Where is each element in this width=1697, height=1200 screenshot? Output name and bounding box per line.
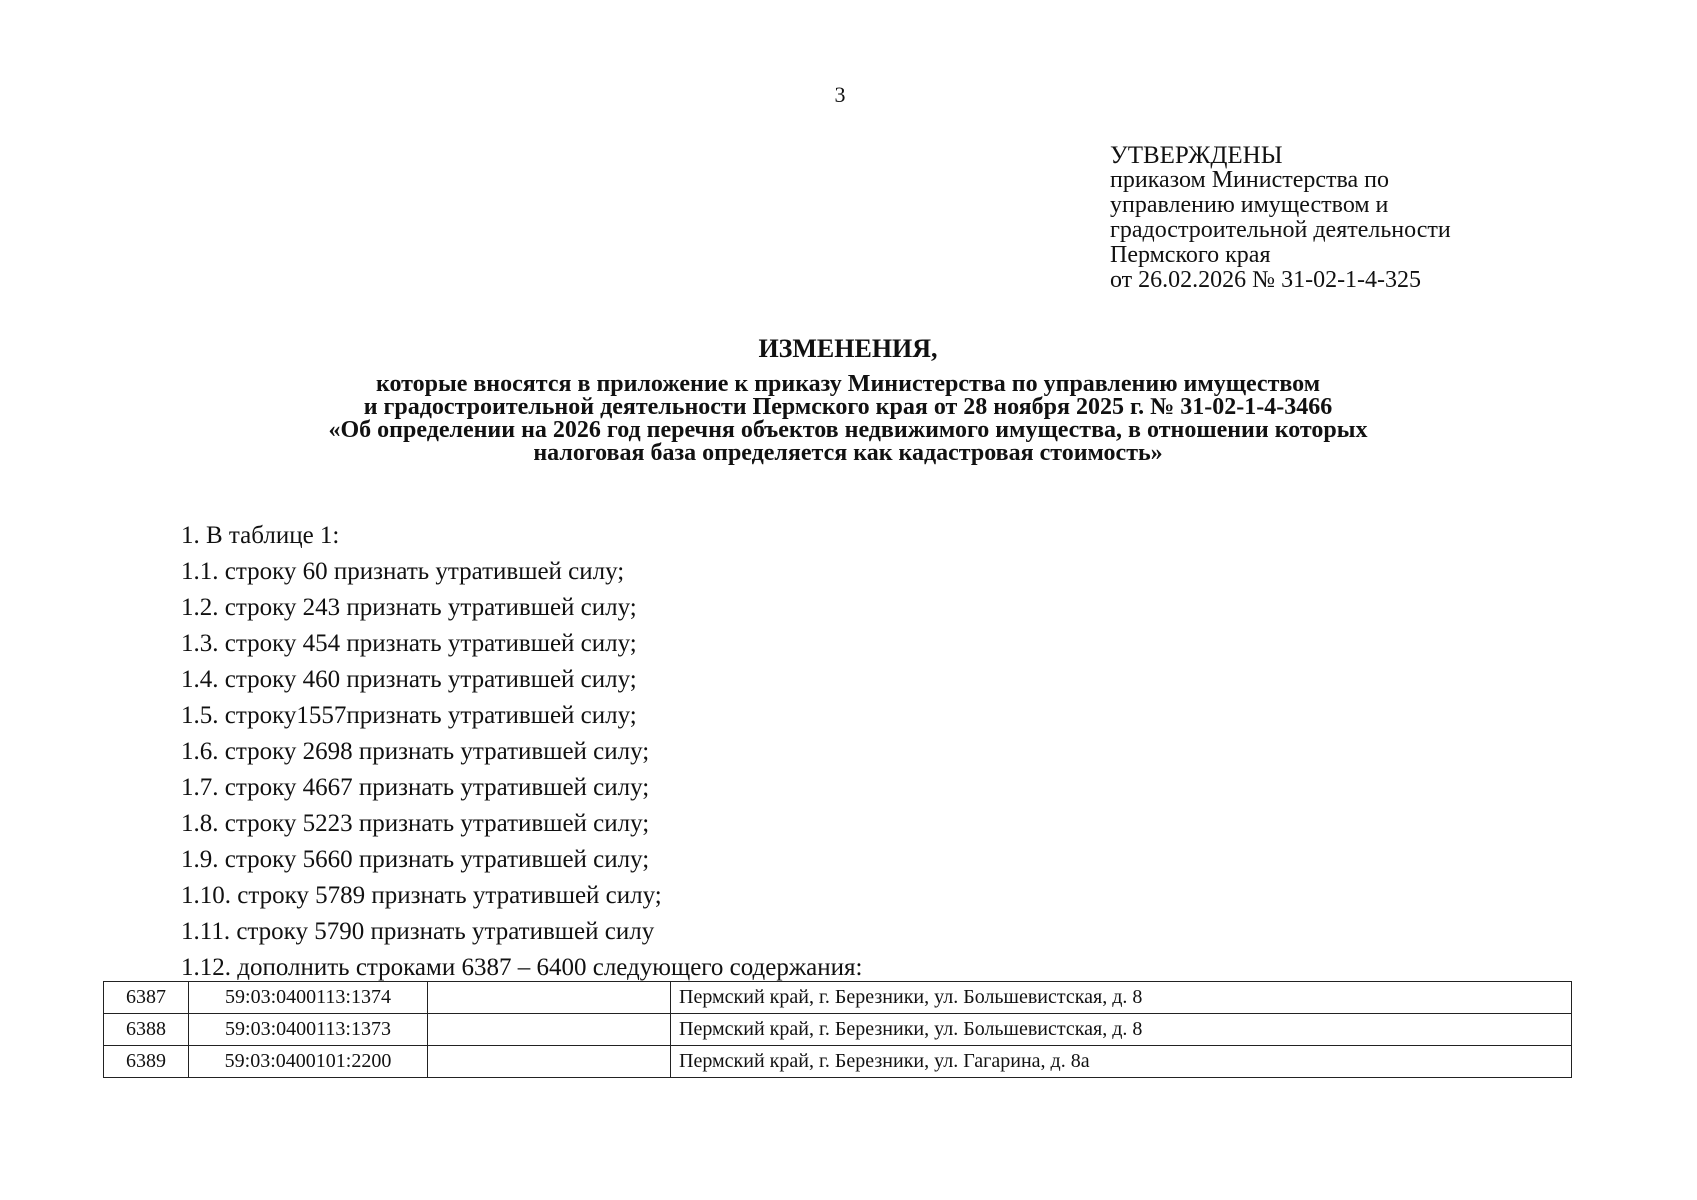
document-heading: ИЗМЕНЕНИЯ, xyxy=(758,334,938,363)
empty-cell xyxy=(428,982,671,1014)
table-row xyxy=(104,982,1572,1014)
document-subheading xyxy=(150,373,1546,465)
approval-line: Пермского края xyxy=(1110,242,1271,268)
approval-line: управлению имуществом и xyxy=(1110,192,1389,218)
amendment-item: 1.4. строку 460 признать утратившей силу; xyxy=(181,666,637,693)
approval-line: приказом Министерства по xyxy=(1110,167,1390,193)
amendment-item: 1.8. строку 5223 признать утратившей силу; xyxy=(181,810,650,837)
cadastral-number-cell: 59:03:0400113:1373 xyxy=(189,1014,428,1046)
page-number: 3 xyxy=(834,82,846,107)
approval-line: градостроительной деятельности xyxy=(1110,217,1451,243)
approval-block xyxy=(1110,143,1610,293)
property-table xyxy=(103,981,1572,1078)
amendment-item: 1.7. строку 4667 признать утратившей силу; xyxy=(181,774,650,801)
amendment-item: 1.6. строку 2698 признать утратившей силу; xyxy=(181,738,650,765)
address-cell: Пермский край, г. Березники, ул. Гагарина, д. 8а xyxy=(671,1046,1572,1078)
row-number-cell: 6389 xyxy=(104,1046,189,1078)
subheading-line: и градостроительной деятельности Пермского края от 28 ноября 2025 г. № 31-02-1-4-3466 xyxy=(363,394,1333,420)
amendment-item: 1.1. строку 60 признать утратившей силу; xyxy=(181,558,625,585)
amendment-item: 1.2. строку 243 признать утратившей силу; xyxy=(181,594,637,621)
approval-line: от 26.02.2026 № 31-02-1-4-325 xyxy=(1110,267,1422,293)
amendment-list xyxy=(181,520,862,988)
subheading-line: «Об определении на 2026 год перечня объектов недвижимого имущества, в отношении которых xyxy=(328,417,1368,443)
amendment-item: 1.5. строку1557признать утратившей силу; xyxy=(181,702,637,729)
address-cell: Пермский край, г. Березники, ул. Большевистская, д. 8 xyxy=(671,982,1572,1014)
address-cell: Пермский край, г. Березники, ул. Большевистская, д. 8 xyxy=(671,1014,1572,1046)
cadastral-number-cell: 59:03:0400101:2200 xyxy=(189,1046,428,1078)
amendment-item: 1.10. строку 5789 признать утратившей силу; xyxy=(181,882,662,909)
amendment-item: 1.12. дополнить строками 6387 – 6400 следующего содержания: xyxy=(181,954,863,981)
table-row xyxy=(104,1046,1572,1078)
subheading-line: которые вносятся в приложение к приказу Министерства по управлению имуществом xyxy=(375,371,1321,397)
approval-title: УТВЕРЖДЕНЫ xyxy=(1110,142,1283,169)
table-row xyxy=(104,1014,1572,1046)
empty-cell xyxy=(428,1046,671,1078)
row-number-cell: 6387 xyxy=(104,982,189,1014)
amendment-item: 1.11. строку 5790 признать утратившей силу xyxy=(181,918,655,945)
amendment-item: 1.3. строку 454 признать утратившей силу; xyxy=(181,630,637,657)
subheading-line: налоговая база определяется как кадастровая стоимость» xyxy=(533,440,1163,466)
amendment-item: 1. В таблице 1: xyxy=(181,522,340,549)
empty-cell xyxy=(428,1014,671,1046)
amendment-item: 1.9. строку 5660 признать утратившей силу; xyxy=(181,846,650,873)
row-number-cell: 6388 xyxy=(104,1014,189,1046)
cadastral-number-cell: 59:03:0400113:1374 xyxy=(189,982,428,1014)
